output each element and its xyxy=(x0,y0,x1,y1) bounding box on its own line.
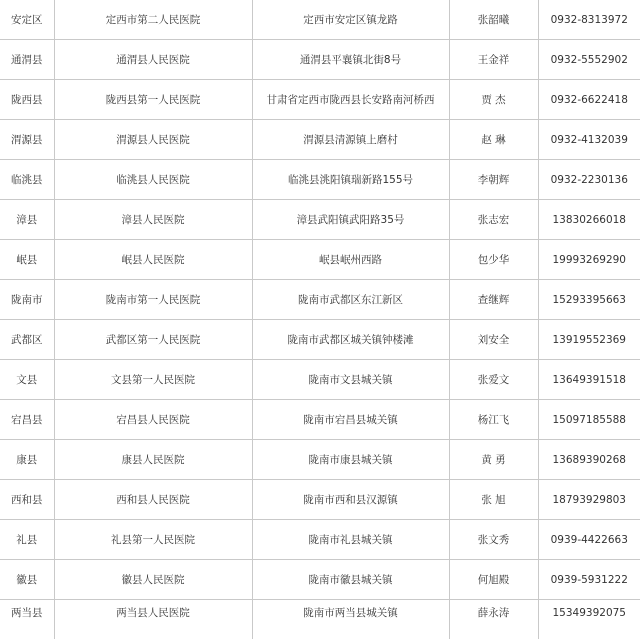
county-cell: 礼县 xyxy=(0,520,54,560)
contact-cell: 黄 勇 xyxy=(449,440,538,480)
table-row xyxy=(0,200,640,240)
county-cell: 两当县 xyxy=(0,600,54,639)
hospital-cell: 文县第一人民医院 xyxy=(54,360,252,400)
address-cell: 漳县武阳镇武阳路35号 xyxy=(252,200,449,240)
hospital-cell: 礼县第一人民医院 xyxy=(54,520,252,560)
county-cell: 宕昌县 xyxy=(0,400,54,440)
phone-cell: 15349392075 xyxy=(538,600,640,639)
table-row xyxy=(0,360,640,400)
table-row xyxy=(0,0,640,40)
phone-cell: 0932-2230136 xyxy=(538,160,640,200)
contact-cell: 包少华 xyxy=(449,240,538,280)
county-cell: 康县 xyxy=(0,440,54,480)
hospital-cell: 宕昌县人民医院 xyxy=(54,400,252,440)
hospital-cell: 渭源县人民医院 xyxy=(54,120,252,160)
contact-cell: 刘安全 xyxy=(449,320,538,360)
phone-cell: 15293395663 xyxy=(538,280,640,320)
address-cell: 陇南市徽县城关镇 xyxy=(252,560,449,600)
hospital-cell: 两当县人民医院 xyxy=(54,600,252,639)
address-cell: 陇南市两当县城关镇 xyxy=(252,600,449,639)
hospital-cell: 定西市第二人民医院 xyxy=(54,0,252,40)
contact-cell: 贾 杰 xyxy=(449,80,538,120)
address-cell: 陇南市康县城关镇 xyxy=(252,440,449,480)
hospital-cell: 漳县人民医院 xyxy=(54,200,252,240)
phone-cell: 13649391518 xyxy=(538,360,640,400)
table-row xyxy=(0,480,640,520)
contact-cell: 赵 琳 xyxy=(449,120,538,160)
address-cell: 陇南市宕昌县城关镇 xyxy=(252,400,449,440)
hospital-cell: 临洮县人民医院 xyxy=(54,160,252,200)
county-cell: 临洮县 xyxy=(0,160,54,200)
table-row xyxy=(0,400,640,440)
phone-cell: 0932-8313972 xyxy=(538,0,640,40)
address-cell: 临洮县洮阳镇瑞新路155号 xyxy=(252,160,449,200)
table-row xyxy=(0,320,640,360)
county-cell: 陇南市 xyxy=(0,280,54,320)
address-cell: 定西市安定区镇龙路 xyxy=(252,0,449,40)
county-cell: 西和县 xyxy=(0,480,54,520)
address-cell: 陇南市武都区城关镇钟楼滩 xyxy=(252,320,449,360)
county-cell: 通渭县 xyxy=(0,40,54,80)
hospital-cell: 陇南市第一人民医院 xyxy=(54,280,252,320)
contact-cell: 杨江飞 xyxy=(449,400,538,440)
contact-cell: 张志宏 xyxy=(449,200,538,240)
county-cell: 陇西县 xyxy=(0,80,54,120)
county-cell: 徽县 xyxy=(0,560,54,600)
table-row xyxy=(0,120,640,160)
contact-cell: 查继辉 xyxy=(449,280,538,320)
address-cell: 陇南市文县城关镇 xyxy=(252,360,449,400)
contact-cell: 李朝辉 xyxy=(449,160,538,200)
address-cell: 通渭县平襄镇北街8号 xyxy=(252,40,449,80)
contact-cell: 张韶曦 xyxy=(449,0,538,40)
contact-cell: 何旭殿 xyxy=(449,560,538,600)
phone-cell: 19993269290 xyxy=(538,240,640,280)
contact-cell: 张文秀 xyxy=(449,520,538,560)
table-row xyxy=(0,560,640,600)
address-cell: 甘肃省定西市陇西县长安路南河桥西 xyxy=(252,80,449,120)
contact-cell: 张爱文 xyxy=(449,360,538,400)
table-row xyxy=(0,240,640,280)
hospital-cell: 徽县人民医院 xyxy=(54,560,252,600)
address-cell: 渭源县清源镇上磨村 xyxy=(252,120,449,160)
address-cell: 陇南市礼县城关镇 xyxy=(252,520,449,560)
table-row xyxy=(0,600,640,639)
table-row xyxy=(0,440,640,480)
table-row xyxy=(0,520,640,560)
county-cell: 漳县 xyxy=(0,200,54,240)
address-cell: 陇南市武都区东江新区 xyxy=(252,280,449,320)
county-cell: 渭源县 xyxy=(0,120,54,160)
hospital-cell: 武都区第一人民医院 xyxy=(54,320,252,360)
address-cell: 陇南市西和县汉源镇 xyxy=(252,480,449,520)
county-cell: 文县 xyxy=(0,360,54,400)
phone-cell: 0939-5931222 xyxy=(538,560,640,600)
phone-cell: 0939-4422663 xyxy=(538,520,640,560)
contact-cell: 薛永涛 xyxy=(449,600,538,639)
county-cell: 安定区 xyxy=(0,0,54,40)
table-row xyxy=(0,280,640,320)
hospital-cell: 西和县人民医院 xyxy=(54,480,252,520)
table-row xyxy=(0,80,640,120)
county-cell: 岷县 xyxy=(0,240,54,280)
hospital-cell: 陇西县第一人民医院 xyxy=(54,80,252,120)
phone-cell: 0932-4132039 xyxy=(538,120,640,160)
hospital-cell: 通渭县人民医院 xyxy=(54,40,252,80)
phone-cell: 13919552369 xyxy=(538,320,640,360)
contact-cell: 张 旭 xyxy=(449,480,538,520)
phone-cell: 13689390268 xyxy=(538,440,640,480)
table-row xyxy=(0,40,640,80)
phone-cell: 0932-5552902 xyxy=(538,40,640,80)
address-cell: 岷县岷州西路 xyxy=(252,240,449,280)
phone-cell: 18793929803 xyxy=(538,480,640,520)
hospital-cell: 康县人民医院 xyxy=(54,440,252,480)
phone-cell: 13830266018 xyxy=(538,200,640,240)
table-row xyxy=(0,160,640,200)
contact-cell: 王金祥 xyxy=(449,40,538,80)
county-cell: 武都区 xyxy=(0,320,54,360)
hospital-cell: 岷县人民医院 xyxy=(54,240,252,280)
phone-cell: 15097185588 xyxy=(538,400,640,440)
phone-cell: 0932-6622418 xyxy=(538,80,640,120)
